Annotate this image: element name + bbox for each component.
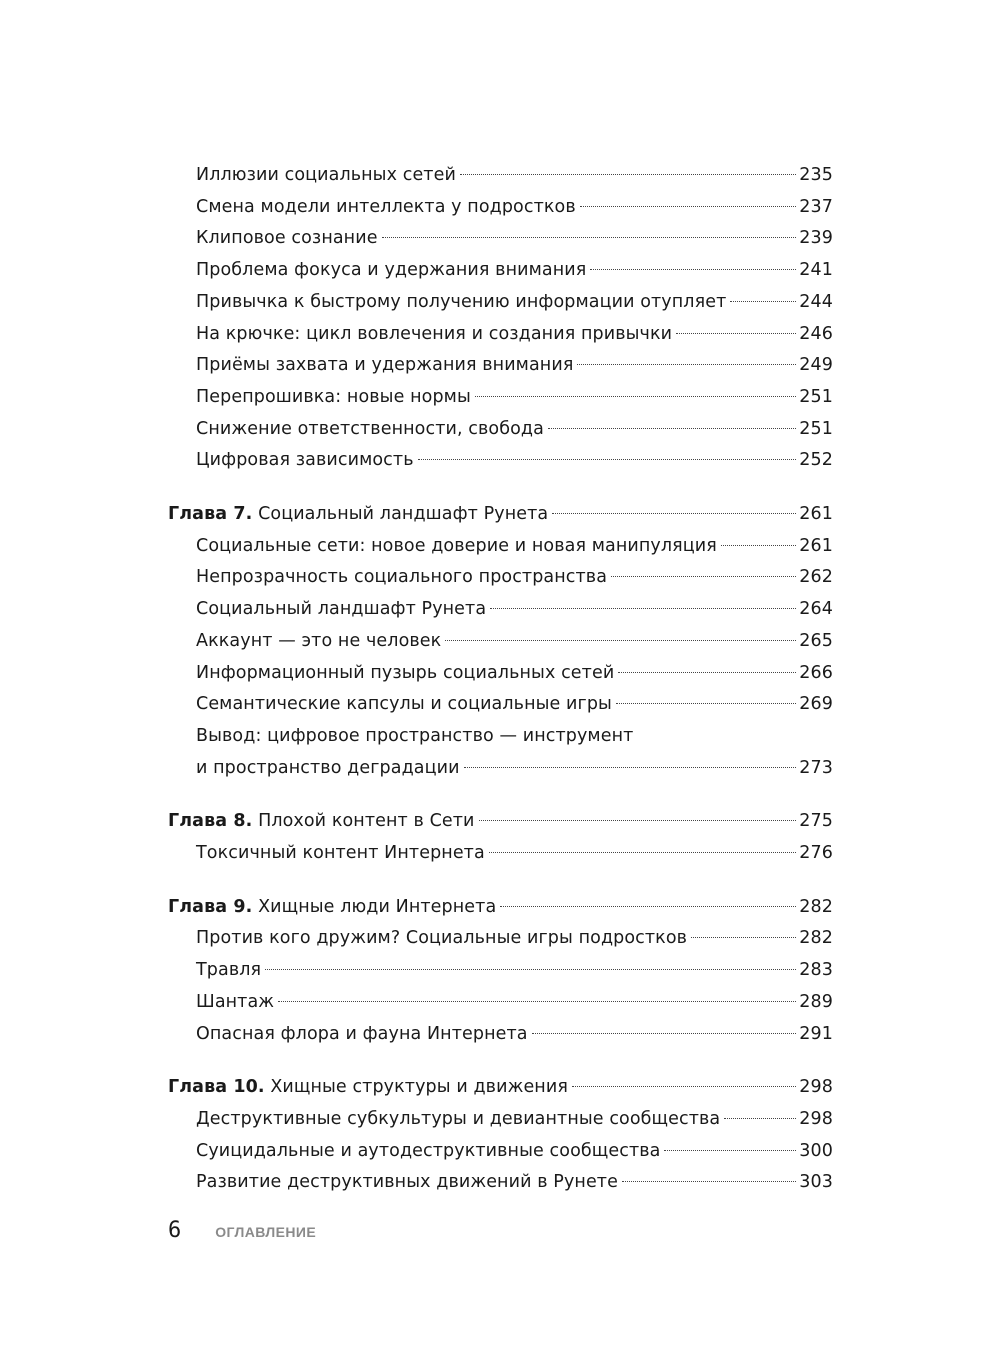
toc-entry[interactable] bbox=[168, 1019, 833, 1051]
dot-leader bbox=[721, 545, 796, 546]
page-ref: 244 bbox=[799, 291, 833, 312]
entry-title: Непрозрачность социального пространства bbox=[196, 567, 608, 588]
dot-leader bbox=[590, 269, 796, 270]
page-ref: 249 bbox=[799, 355, 833, 376]
toc-entry[interactable] bbox=[168, 382, 833, 414]
page-ref: 282 bbox=[799, 928, 833, 949]
toc-entry[interactable] bbox=[168, 319, 833, 351]
chapter-title bbox=[168, 806, 475, 838]
page-ref: 289 bbox=[799, 991, 833, 1012]
running-header: ОГЛАВЛЕНИЕ bbox=[215, 1224, 317, 1240]
dot-leader bbox=[460, 174, 796, 175]
dot-leader bbox=[618, 672, 796, 673]
chapter-title bbox=[168, 1072, 568, 1104]
toc-entry[interactable] bbox=[168, 721, 833, 784]
toc-entry[interactable] bbox=[168, 223, 833, 255]
toc-entry[interactable] bbox=[168, 192, 833, 224]
dot-leader bbox=[730, 301, 796, 302]
toc-entry[interactable] bbox=[168, 1167, 833, 1199]
page-ref: 262 bbox=[799, 567, 833, 588]
page-ref: 291 bbox=[799, 1023, 833, 1044]
toc-chapter-entry[interactable] bbox=[168, 499, 833, 531]
entry-title: Травля bbox=[196, 960, 262, 981]
dot-leader bbox=[475, 396, 796, 397]
entry-title: Деструктивные субкультуры и девиантные сообщества bbox=[196, 1108, 721, 1129]
dot-leader bbox=[489, 852, 796, 853]
dot-leader bbox=[616, 703, 796, 704]
page-footer bbox=[168, 1218, 316, 1243]
toc-entry[interactable] bbox=[168, 838, 833, 870]
chapter-label: Глава 9. bbox=[168, 896, 253, 917]
toc-entry[interactable] bbox=[168, 923, 833, 955]
dot-leader bbox=[572, 1086, 796, 1087]
page-ref: 251 bbox=[799, 418, 833, 439]
page-ref: 276 bbox=[799, 843, 833, 864]
chapter-name: Социальный ландшафт Рунета bbox=[258, 504, 549, 525]
toc-entry[interactable] bbox=[168, 594, 833, 626]
toc-entry[interactable] bbox=[168, 1104, 833, 1136]
toc-group bbox=[168, 499, 833, 784]
entry-title: Снижение ответственности, свобода bbox=[196, 418, 544, 439]
dot-leader bbox=[548, 428, 796, 429]
chapter-label: Глава 8. bbox=[168, 811, 253, 832]
dot-leader bbox=[464, 767, 796, 768]
entry-title: Проблема фокуса и удержания внимания bbox=[196, 260, 587, 281]
toc-chapter-entry[interactable] bbox=[168, 1072, 833, 1104]
page-ref: 303 bbox=[799, 1172, 833, 1193]
page-ref: 252 bbox=[799, 450, 833, 471]
toc-entry[interactable] bbox=[168, 255, 833, 287]
dot-leader bbox=[676, 333, 796, 334]
toc-group bbox=[168, 892, 833, 1051]
entry-title: Приёмы захвата и удержания внимания bbox=[196, 355, 574, 376]
entry-title: Клиповое сознание bbox=[196, 228, 378, 249]
entry-title: Развитие деструктивных движений в Рунете bbox=[196, 1172, 618, 1193]
toc-entry[interactable] bbox=[168, 350, 833, 382]
entry-title: Цифровая зависимость bbox=[196, 450, 414, 471]
toc-entry[interactable] bbox=[168, 287, 833, 319]
dot-leader bbox=[479, 820, 796, 821]
page-ref: 282 bbox=[799, 896, 833, 917]
toc-entry[interactable] bbox=[168, 562, 833, 594]
page-ref: 298 bbox=[799, 1108, 833, 1129]
page-ref: 266 bbox=[799, 662, 833, 683]
dot-leader bbox=[724, 1118, 796, 1119]
entry-title: Вывод: цифровое пространство — инструмент bbox=[196, 725, 634, 746]
page-ref: 246 bbox=[799, 323, 833, 344]
entry-title-continued: и пространство деградации bbox=[196, 757, 460, 778]
entry-title: Смена модели интеллекта у подростков bbox=[196, 196, 576, 217]
page-ref: 300 bbox=[799, 1140, 833, 1161]
toc-entry[interactable] bbox=[168, 689, 833, 721]
dot-leader bbox=[552, 513, 796, 514]
chapter-title bbox=[168, 892, 496, 924]
dot-leader bbox=[445, 640, 796, 641]
chapter-name: Хищные люди Интернета bbox=[258, 896, 497, 917]
dot-leader bbox=[500, 906, 796, 907]
dot-leader bbox=[265, 969, 796, 970]
page-ref: 273 bbox=[799, 757, 833, 778]
page-ref: 261 bbox=[799, 535, 833, 556]
toc-group bbox=[168, 806, 833, 869]
dot-leader bbox=[532, 1033, 796, 1034]
toc-entry[interactable] bbox=[168, 1136, 833, 1168]
entry-title: Перепрошивка: новые нормы bbox=[196, 386, 471, 407]
dot-leader bbox=[490, 608, 796, 609]
entry-title: Опасная флора и фауна Интернета bbox=[196, 1023, 528, 1044]
chapter-name: Хищные структуры и движения bbox=[270, 1077, 568, 1098]
entry-title: Иллюзии социальных сетей bbox=[196, 165, 456, 185]
entry-title: Шантаж bbox=[196, 991, 275, 1012]
dot-leader bbox=[577, 364, 796, 365]
chapter-label: Глава 7. bbox=[168, 504, 253, 525]
table-of-contents bbox=[168, 160, 833, 1221]
page-ref: 241 bbox=[799, 260, 833, 281]
entry-title: На крючке: цикл вовлечения и создания привычки bbox=[196, 323, 673, 344]
dot-leader bbox=[691, 937, 796, 938]
page-ref: 269 bbox=[799, 694, 833, 715]
entry-title: Семантические капсулы и социальные игры bbox=[196, 694, 612, 715]
entry-title: Аккаунт — это не человек bbox=[196, 630, 442, 651]
toc-chapter-entry[interactable] bbox=[168, 892, 833, 924]
page-ref: 275 bbox=[799, 811, 833, 832]
page-ref: 264 bbox=[799, 599, 833, 620]
entry-title: Привычка к быстрому получению информации отупляет bbox=[196, 291, 727, 312]
toc-entry[interactable] bbox=[168, 160, 833, 192]
toc-entry[interactable] bbox=[168, 531, 833, 563]
dot-leader bbox=[622, 1181, 796, 1182]
entry-title: Суицидальные и аутодеструктивные сообщества bbox=[196, 1140, 661, 1161]
toc-chapter-entry[interactable] bbox=[168, 806, 833, 838]
page-ref: 251 bbox=[799, 386, 833, 407]
entry-title: Социальный ландшафт Рунета bbox=[196, 599, 487, 620]
toc-group bbox=[168, 1072, 833, 1199]
page-ref: 237 bbox=[799, 196, 833, 217]
page-ref: 265 bbox=[799, 630, 833, 651]
dot-leader bbox=[664, 1150, 796, 1151]
dot-leader bbox=[278, 1001, 796, 1002]
page-number: 6 bbox=[168, 1218, 182, 1243]
chapter-name: Плохой контент в Сети bbox=[258, 811, 475, 832]
dot-leader bbox=[382, 237, 796, 238]
dot-leader bbox=[418, 459, 796, 460]
page-ref: 283 bbox=[799, 960, 833, 981]
entry-title: Социальные сети: новое доверие и новая манипуляция bbox=[196, 535, 717, 556]
entry-title: Токсичный контент Интернета bbox=[196, 843, 485, 864]
toc-entry[interactable] bbox=[168, 987, 833, 1019]
toc-entry[interactable] bbox=[168, 955, 833, 987]
toc-entry[interactable] bbox=[168, 626, 833, 658]
page-ref: 235 bbox=[799, 165, 833, 185]
toc-group bbox=[168, 160, 833, 477]
page-ref: 261 bbox=[799, 504, 833, 525]
page-ref: 298 bbox=[799, 1077, 833, 1098]
toc-entry[interactable] bbox=[168, 658, 833, 690]
dot-leader bbox=[611, 576, 796, 577]
page-ref: 239 bbox=[799, 228, 833, 249]
toc-entry[interactable] bbox=[168, 445, 833, 477]
chapter-title bbox=[168, 499, 548, 531]
dot-leader bbox=[580, 206, 796, 207]
chapter-label: Глава 10. bbox=[168, 1077, 265, 1098]
entry-title: Информационный пузырь социальных сетей bbox=[196, 662, 615, 683]
toc-entry[interactable] bbox=[168, 414, 833, 446]
entry-title: Против кого дружим? Социальные игры подростков bbox=[196, 928, 688, 949]
